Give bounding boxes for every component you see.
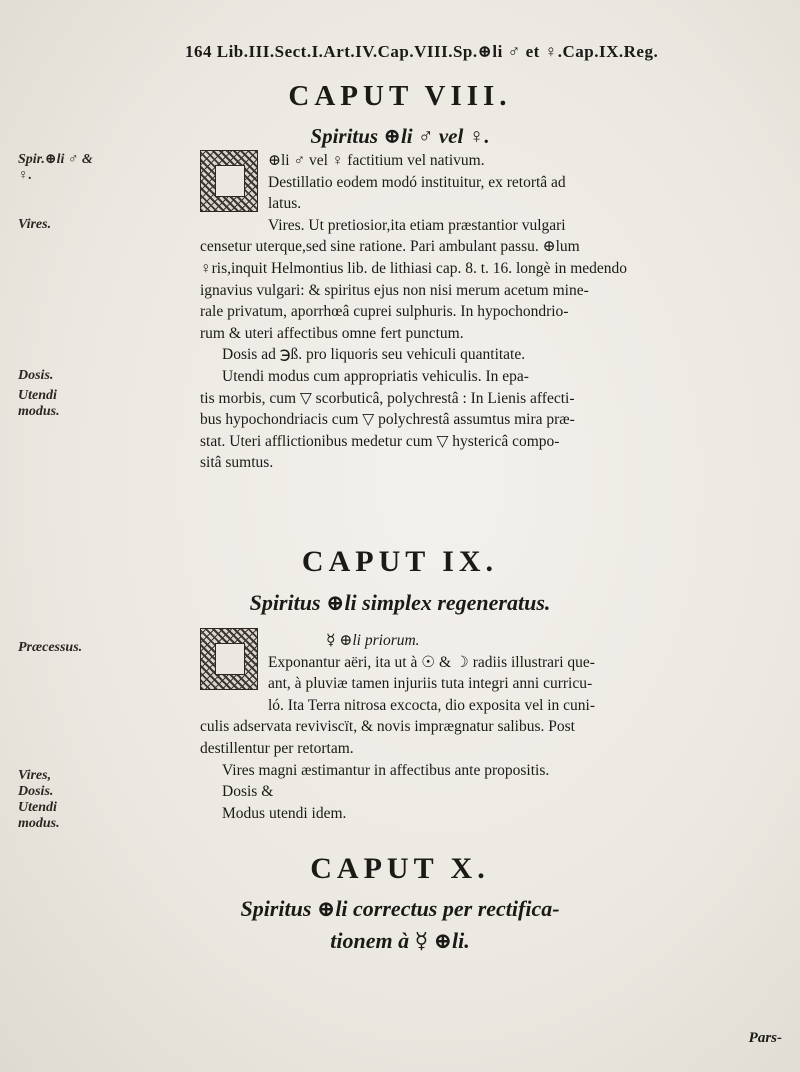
- text-line: Vires. Ut pretiosior,ita etiam præstantior vulgari: [268, 216, 566, 234]
- margin-note-vires-dosis-utendi: Vires, Dosis. Utendi modus.: [18, 768, 60, 831]
- text-line: ló. Ita Terra nitrosa excocta, dio exposita vel in cuni-: [268, 696, 596, 714]
- text-line: bus hypochondriacis cum ▽ polychrestâ assumtus mira præ-: [200, 411, 575, 429]
- chapter-9-heading: CAPUT IX.: [301, 545, 499, 578]
- text-line: Vires magni æstimantur in affectibus ante propositis.: [222, 761, 550, 779]
- text-line: censetur uterque,sed sine ratione. Pari ambulant passu. ⊕lum: [200, 238, 580, 256]
- text-line: Dosis ad ℈ß. pro liquoris seu vehiculi quantitate.: [222, 346, 526, 364]
- chapter-9-subtitle: Spiritus ⊕li simplex regeneratus.: [249, 590, 551, 615]
- margin-note-utendi: Utendi modus.: [18, 388, 60, 419]
- text-line: Destillatio eodem modó instituitur, ex retortâ ad: [268, 173, 566, 191]
- margin-note-spiritus: Spir.⊕li ♂ & ♀.: [18, 152, 93, 183]
- margin-note-praecessus: Præcessus.: [18, 640, 83, 655]
- catchword: Pars-: [748, 1030, 782, 1046]
- text-line: tis morbis, cum ▽ scorbuticâ, polychrestâ : In Lienis affecti-: [200, 389, 575, 407]
- text-line: Utendi modus cum appropriatis vehiculis. In epa-: [222, 367, 529, 385]
- text-line: ♀ris,inquit Helmontius lib. de lithiasi cap. 8. t. 16. longè in medendo: [200, 259, 628, 277]
- chapter-9-body: [200, 630, 782, 824]
- chapter-8-subtitle: Spiritus ⊕li ♂ vel ♀.: [310, 124, 490, 148]
- text-line: Dosis &: [222, 783, 274, 801]
- margin-note-vires: Vires.: [18, 217, 52, 232]
- text-line: ☿ ⊕li priorum.: [326, 632, 420, 649]
- chapter-8-heading: CAPUT VIII.: [288, 80, 512, 112]
- text-line: rum & uteri affectibus omne fert punctum.: [200, 324, 464, 342]
- chapter-10-subtitle-line-1: Spiritus ⊕li correctus per rectifica-: [240, 896, 560, 921]
- chapter-8-body: [200, 150, 782, 474]
- chapter-10-subtitle-line-2: tionem à ☿ ⊕li.: [330, 928, 470, 953]
- chapter-10-heading: CAPUT X.: [310, 852, 490, 885]
- text-line: latus.: [268, 195, 302, 213]
- text-line: ignavius vulgari: & spiritus ejus non nisi merum acetum mine-: [200, 281, 589, 299]
- text-line: Exponantur aëri, ita ut à ☉ & ☽ radiis illustrari que-: [268, 653, 595, 671]
- text-line: Modus utendi idem.: [222, 804, 347, 822]
- text-line: ant, à pluviæ tamen injuriis tuta integri anni curricu-: [268, 675, 593, 693]
- text-line: ⊕li ♂ vel ♀ factitium vel nativum.: [268, 152, 485, 169]
- text-line: rale privatum, aporrhœâ cuprei sulphuris. In hypochondrio-: [200, 303, 569, 321]
- text-line: sitâ sumtus.: [200, 454, 274, 472]
- text-line: stat. Uteri afflictionibus medetur cum ▽ hystericâ compo-: [200, 432, 560, 450]
- text-line: destillentur per retortam.: [200, 739, 354, 757]
- running-head: 164 Lib.III.Sect.I.Art.IV.Cap.VIII.Sp.⊕li ♂ et ♀.Cap.IX.Reg.: [185, 42, 659, 61]
- margin-note-dosis: Dosis.: [18, 368, 54, 383]
- text-line: culis adservata reviviscït, & novis imprægnatur salibus. Post: [200, 718, 575, 736]
